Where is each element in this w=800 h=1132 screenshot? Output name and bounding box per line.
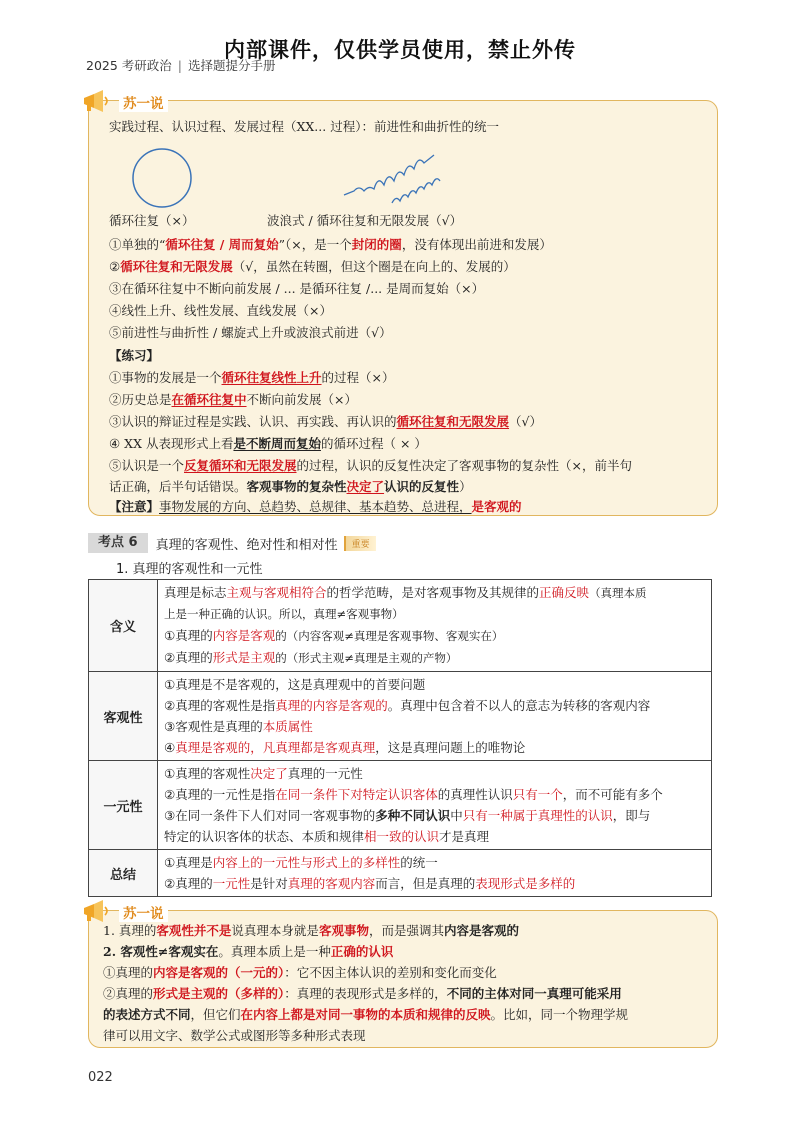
tip2-line-2: 2. 客观性≠客观实在。真理本质上是一种正确的认识 <box>103 944 394 959</box>
practice-5: ⑤认识是一个反复循环和无限发展的过程，认识的反复性决定了客观事物的复杂性（×，前半句 <box>109 458 633 473</box>
tip2-line-3: ①真理的内容是客观的（一元的）：它不因主体认识的差别和变化而变化 <box>103 965 497 980</box>
megaphone-icon <box>81 89 111 115</box>
table-row <box>89 850 712 897</box>
note-line: 【注意】事物发展的方向、总趋势、总规律、基本趋势、总进程，是客观的 <box>109 499 522 514</box>
row-content-uniqueness: ①真理的客观性决定了真理的一元性 ②真理的一元性是指在同一条件下对特定认识客体的真理性认识只有一个，而不可能有多个 ③在同一条件下人们对同一客观事物的多种不同认识中只有一种属于真理性的认识，即与 特定的认识客体的状态、本质和规律相一致的认识才是真理 <box>158 761 712 850</box>
header-divider: | <box>177 58 183 73</box>
practice-label: 【练习】 <box>109 348 160 363</box>
tip2-line-5: 的表述方式不同，但它们在内容上都是对同一事物的本质和规律的反映。比如，同一个物理学规 <box>103 1007 629 1022</box>
box-title: 苏一说 <box>119 902 168 922</box>
running-header <box>86 56 276 74</box>
practice-1: ①事物的发展是一个循环往复线性上升的过程（×） <box>109 370 395 385</box>
table-row <box>89 761 712 850</box>
truth-table <box>88 579 712 897</box>
item-3: ③在循环往复中不断向前发展 / ... 是循环往复 /... 是周而复始（×） <box>109 281 485 296</box>
section-number: 考点 6 <box>88 533 148 553</box>
row-content-objectivity: ①真理是不是客观的，这是真理观中的首要问题 ②真理的客观性是指真理的内容是客观的。真理中包含着不以人的意志为转移的客观内容 ③客观性是真理的本质属性 ④真理是客观的，凡真理都是客观真理，这是真理问题上的唯物论 <box>158 672 712 761</box>
row-head-meaning: 含义 <box>89 580 158 672</box>
row-head-objectivity: 客观性 <box>89 672 158 761</box>
intro-text: 实践过程、认识过程、发展过程（XX... 过程）：前进性和曲折性的统一 <box>109 119 499 134</box>
practice-5-cont: 话正确，后半句话错误。客观事物的复杂性决定了认识的反复性） <box>109 479 472 494</box>
table-row <box>89 672 712 761</box>
row-content-summary: ①真理是内容上的一元性与形式上的多样性的统一 ②真理的一元性是针对真理的客观内容而言，但是真理的表现形式是多样的 <box>158 850 712 897</box>
page-number: 022 <box>88 1070 113 1085</box>
box-title: 苏一说 <box>119 92 168 112</box>
tip-box-1 <box>88 96 718 516</box>
section-title: 真理的客观性、绝对性和相对性 <box>155 537 338 553</box>
row-content-meaning: 真理是标志主观与客观相符合的哲学范畴，是对客观事物及其规律的正确反映（真理本质 上是一种正确的认识。所以，真理≠客观事物） ①真理的内容是客观的（内容客观≠真理是客观事物、客观实在） ②真理的形式是主观的（形式主观≠真理是主观的产物） <box>158 580 712 672</box>
row-head-uniqueness: 一元性 <box>89 761 158 850</box>
practice-4: ④ XX 从表现形式上看是不断周而复始的循环过程（ × ） <box>109 436 427 451</box>
tip-box-2 <box>88 906 718 1048</box>
tip2-line-6: 律可以用文字、数学公式或图形等多种形式表现 <box>103 1028 366 1043</box>
table-row <box>89 580 712 672</box>
importance-badge: 重要 <box>344 536 376 551</box>
row-head-summary: 总结 <box>89 850 158 897</box>
section-heading <box>88 533 376 553</box>
item-1: ①单独的“循环往复 / 周而复始”（×，是一个封闭的圈，没有体现出前进和发展） <box>109 237 552 252</box>
fig-label-right: 波浪式 / 循环往复和无限发展（√） <box>267 213 463 228</box>
book-subtitle: 选择题提分手册 <box>188 58 276 73</box>
watermark-title: 内部课件，仅供学员使用，禁止外传 <box>224 38 576 62</box>
circle-figure <box>129 145 195 211</box>
item-5: ⑤前进性与曲折性 / 螺旋式上升或波浪式前进（√） <box>109 325 392 340</box>
spiral-wave-figure <box>334 145 454 205</box>
practice-3: ③认识的辩证过程是实践、认识、再实践、再认识的循环往复和无限发展（√） <box>109 414 542 429</box>
item-2: ②循环往复和无限发展（√，虽然在转圈，但这个圈是在向上的、发展的） <box>109 259 516 274</box>
item-4: ④线性上升、线性发展、直线发展（×） <box>109 303 332 318</box>
fig-label-left: 循环往复（×） <box>109 213 195 228</box>
tip2-line-4: ②真理的形式是主观的（多样的）：真理的表现形式是多样的，不同的主体对同一真理可能采用 <box>103 986 622 1001</box>
practice-2: ②历史总是在循环往复中不断向前发展（×） <box>109 392 358 407</box>
sub-heading: 1. 真理的客观性和一元性 <box>116 562 263 577</box>
tip2-line-1: 1. 真理的客观性并不是说真理本身就是客观事物，而是强调其内容是客观的 <box>103 923 519 938</box>
book-title: 2025 考研政治 <box>86 58 172 73</box>
